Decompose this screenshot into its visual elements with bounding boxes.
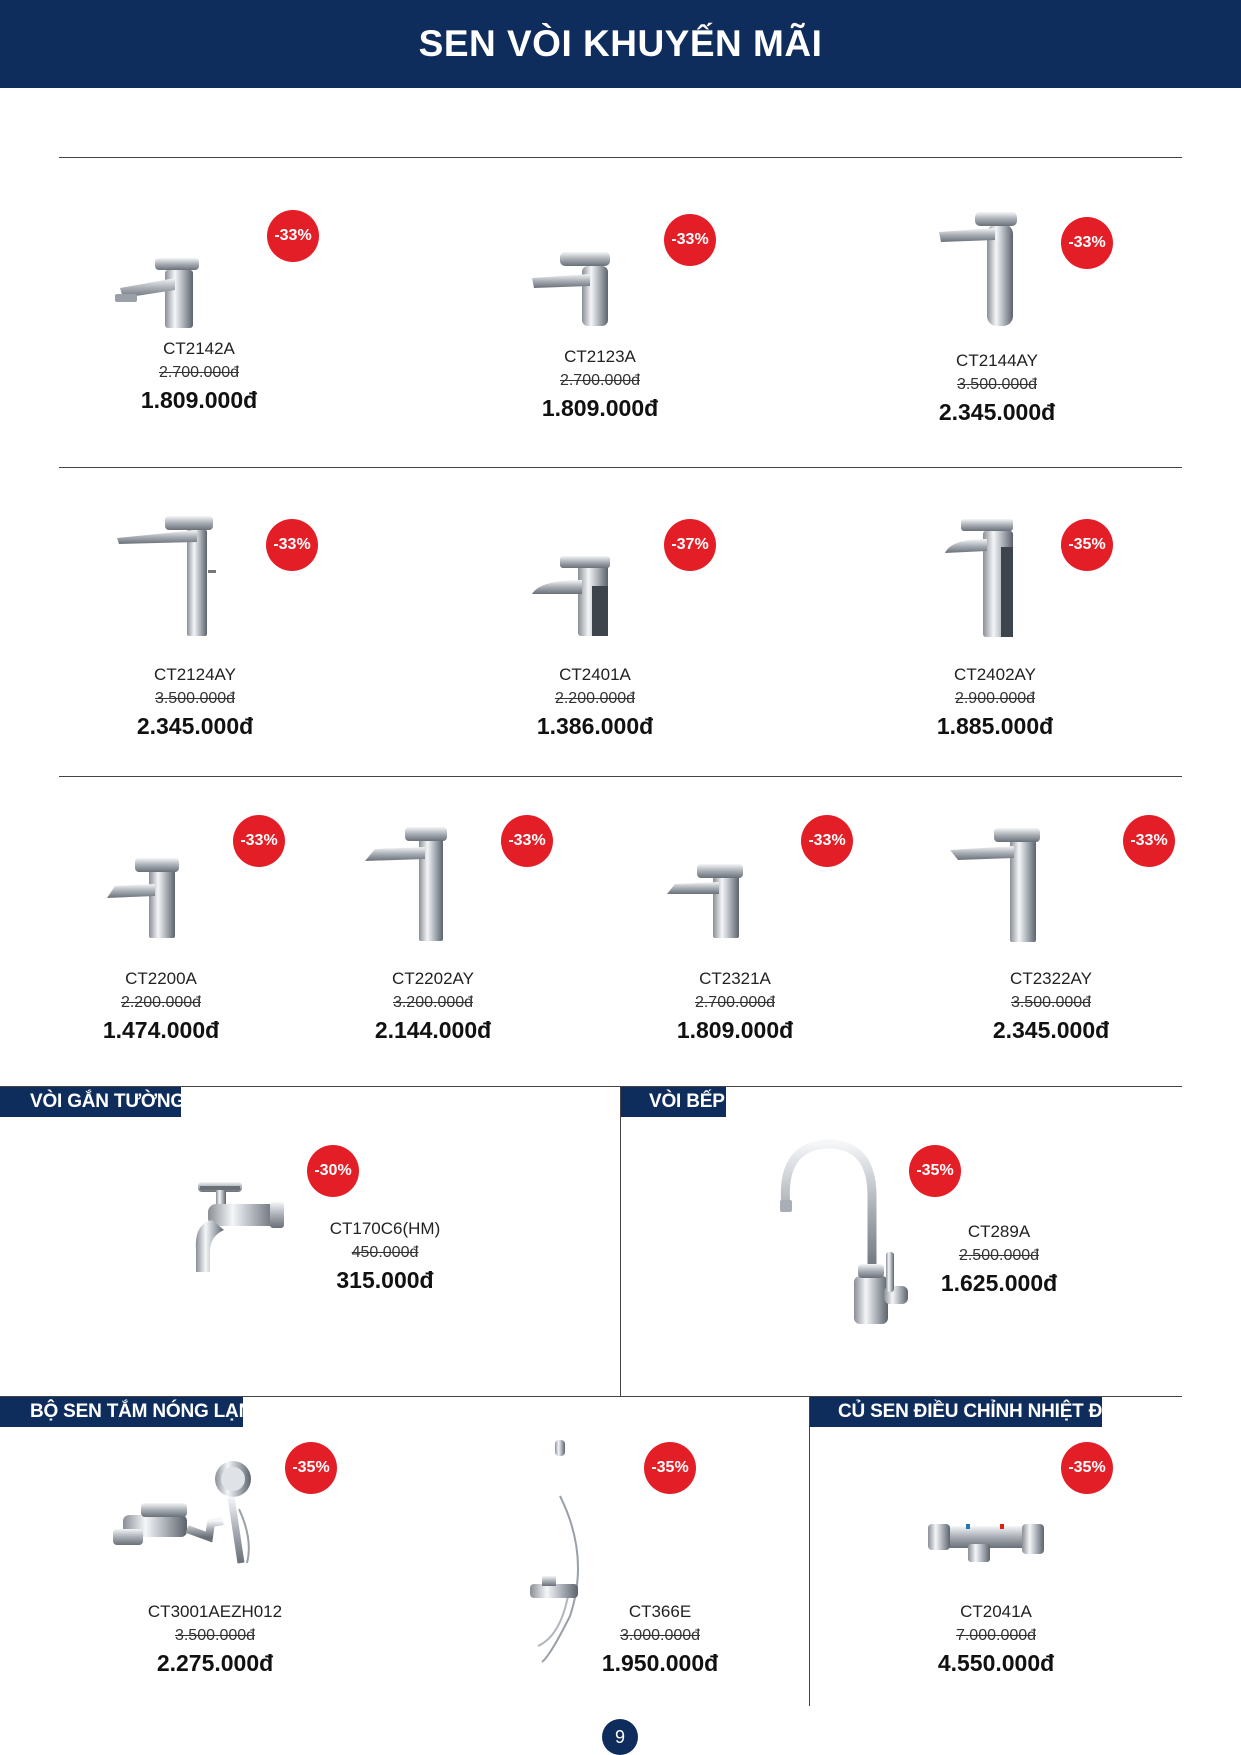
- discount-badge: -33%: [266, 519, 318, 571]
- product-code: CT2401A: [559, 665, 631, 684]
- tall-basin-faucet-image: [363, 825, 451, 943]
- discount-badge: -33%: [233, 815, 285, 867]
- sale-price: 1.885.000đ: [936, 713, 1054, 739]
- divider-row2: [59, 776, 1182, 777]
- discount-badge: -30%: [307, 1145, 359, 1197]
- sale-price: 1.474.000đ: [102, 1017, 220, 1043]
- product-code: CT2041A: [960, 1602, 1032, 1621]
- section-label-kitchen-faucet: VÒI BẾP: [621, 1087, 726, 1117]
- discount-badge: -35%: [1061, 1442, 1113, 1494]
- old-price: 3.500.000đ: [1010, 994, 1092, 1011]
- product-code: CT170C6(HM): [329, 1219, 441, 1238]
- old-price: 2.500.000đ: [958, 1247, 1040, 1264]
- discount-badge: -35%: [1061, 519, 1113, 571]
- sale-price: 2.144.000đ: [374, 1017, 492, 1043]
- old-price: 2.200.000đ: [120, 994, 202, 1011]
- product-code: CT289A: [967, 1222, 1031, 1241]
- old-price: 2.900.000đ: [954, 690, 1036, 707]
- basin-faucet-image: [115, 250, 205, 330]
- old-price: 3.200.000đ: [392, 994, 474, 1011]
- basin-faucet-image: [530, 248, 620, 328]
- discount-badge: -33%: [267, 210, 319, 262]
- discount-badge: -33%: [1061, 217, 1113, 269]
- old-price: 3.500.000đ: [154, 690, 236, 707]
- section-label-wall-faucet: VÒI GẮN TƯỜNG: [0, 1087, 181, 1117]
- product-code: CT2402AY: [954, 665, 1036, 684]
- old-price: 7.000.000đ: [955, 1627, 1037, 1644]
- sale-price: 2.345.000đ: [136, 713, 254, 739]
- product-code: CT2321A: [699, 969, 771, 988]
- discount-badge: -33%: [801, 815, 853, 867]
- product-code: CT2202AY: [392, 969, 474, 988]
- sale-price: 1.950.000đ: [601, 1650, 719, 1676]
- divider-row1: [59, 467, 1182, 468]
- section-label-shower-set: BỘ SEN TẮM NÓNG LẠNH: [0, 1397, 243, 1427]
- section-label-thermostat: CỦ SEN ĐIỀU CHỈNH NHIỆT ĐỘ: [810, 1397, 1102, 1427]
- old-price: 2.200.000đ: [554, 690, 636, 707]
- old-price: 450.000đ: [351, 1244, 419, 1261]
- discount-badge: -35%: [909, 1145, 961, 1197]
- page-number: 9: [602, 1719, 638, 1755]
- sale-price: 315.000đ: [336, 1267, 434, 1293]
- old-price: 3.500.000đ: [956, 376, 1038, 393]
- discount-badge: -35%: [644, 1442, 696, 1494]
- discount-badge: -35%: [285, 1442, 337, 1494]
- tall-basin-faucet-image: [943, 517, 1017, 639]
- thermostatic-mixer-image: [928, 1518, 1046, 1566]
- sale-price: 2.345.000đ: [938, 399, 1056, 425]
- product-code: CT2123A: [564, 347, 636, 366]
- discount-badge: -37%: [664, 519, 716, 571]
- basin-faucet-image: [530, 556, 616, 638]
- old-price: 2.700.000đ: [559, 372, 641, 389]
- product-code: CT2200A: [125, 969, 197, 988]
- basin-faucet-image: [665, 862, 747, 940]
- discount-badge: -33%: [1123, 815, 1175, 867]
- sale-price: 1.809.000đ: [541, 395, 659, 421]
- basin-faucet-image: [105, 856, 183, 940]
- old-price: 2.700.000đ: [694, 994, 776, 1011]
- tall-basin-faucet-image: [948, 826, 1044, 944]
- discount-badge: -33%: [501, 815, 553, 867]
- product-code: CT2144AY: [956, 351, 1038, 370]
- sale-price: 2.345.000đ: [992, 1017, 1110, 1043]
- wall-tap-image: [190, 1180, 286, 1278]
- divider-vertical-1: [620, 1086, 621, 1396]
- tall-basin-faucet-image: [935, 210, 1025, 328]
- sale-price: 1.386.000đ: [536, 713, 654, 739]
- old-price: 3.500.000đ: [174, 1627, 256, 1644]
- product-code: CT366E: [628, 1602, 692, 1621]
- page-title: SEN VÒI KHUYẾN MÃI: [418, 23, 823, 64]
- sale-price: 1.809.000đ: [676, 1017, 794, 1043]
- shower-mixer-set-image: [113, 1459, 275, 1571]
- product-code: CT2142A: [163, 339, 235, 358]
- page-header: [0, 0, 1241, 88]
- sale-price: 4.550.000đ: [937, 1650, 1055, 1676]
- product-code: CT3001AEZH012: [147, 1602, 283, 1621]
- discount-badge: -33%: [664, 214, 716, 266]
- product-code: CT2124AY: [154, 665, 236, 684]
- divider-top: [59, 157, 1182, 158]
- sale-price: 2.275.000đ: [156, 1650, 274, 1676]
- old-price: 3.000.000đ: [619, 1627, 701, 1644]
- tall-basin-faucet-image: [115, 514, 225, 638]
- product-code: CT2322AY: [1010, 969, 1092, 988]
- old-price: 2.700.000đ: [158, 364, 240, 381]
- divider-vertical-2: [809, 1396, 810, 1706]
- sale-price: 1.809.000đ: [140, 387, 258, 413]
- sale-price: 1.625.000đ: [940, 1270, 1058, 1296]
